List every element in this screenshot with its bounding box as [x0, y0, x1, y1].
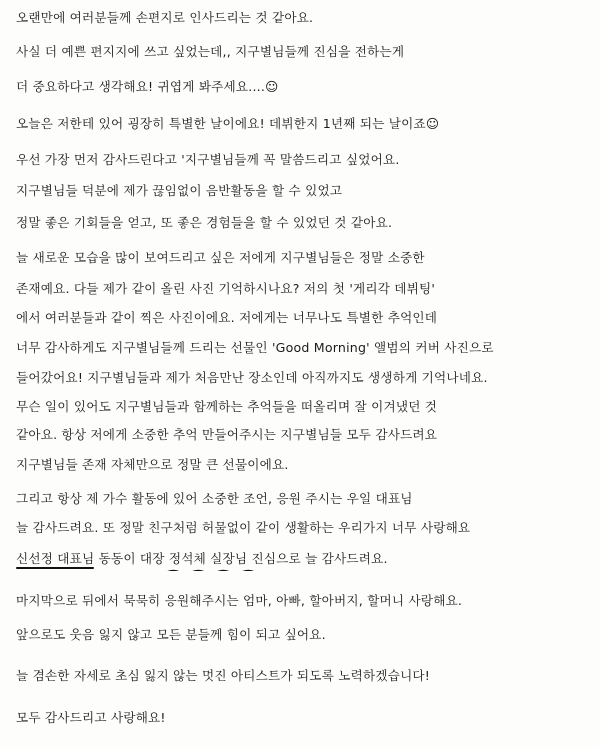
letter-line-13: 무슨 일이 있어도 지구별님들과 함께하는 추억들을 떠올리며 잘 이겨냈던 것 [16, 399, 438, 414]
letter-line-17: 늘 감사드려요. 또 정말 친구처럼 허물없이 같이 생활하는 우리가지 너무 사랑해요 [16, 520, 471, 535]
underline-mark [16, 567, 94, 569]
letter-line-1: 오랜만에 여러분들께 손편지로 인사드리는 것 같아요. [16, 10, 314, 25]
letter-line-15: 지구별님들 존재 자체만으로 정말 큰 선물이에요. [16, 457, 289, 472]
letter-line-2: 사실 더 예쁜 편지지에 쓰고 싶었는데,, 지구별님들께 진심을 전하는게 [16, 44, 405, 59]
letter-line-3: 더 중요하다고 생각해요! 귀엽게 봐주세요....☺ [16, 79, 279, 94]
letter-line-6: 지구별님들 덕분에 제가 끊임없이 음반활동을 할 수 있었고 [16, 183, 343, 198]
underlined-name [16, 547, 94, 571]
letter-line-19: 마지막으로 뒤에서 묵묵히 응원해주시는 엄마, 아빠, 할아버지, 할머니 사랑해요. [16, 593, 463, 608]
letter-line-22: 모두 감사드리고 사랑해요! [16, 710, 166, 725]
letter-line-11: 너무 감사하게도 지구별님들께 드리는 선물인 'Good Morning' 앨범의 커버 사진으로 [16, 340, 494, 355]
wavy-underlined-name [169, 547, 247, 571]
letter-line-9: 존재예요. 다들 제가 같이 올린 사진 기억하시나요? 저의 첫 '게리각 데뷔팅' [16, 281, 436, 296]
underlined-name-text: 신선정 대표님 [16, 551, 95, 566]
letter-line-18 [16, 547, 592, 571]
letter-line-4: 오늘은 저한테 있어 굉장히 특별한 날이에요! 데뷔한지 1년째 되는 날이죠☺ [16, 116, 440, 131]
wavy-underlined-name-text: 정석체 실장님 [168, 551, 248, 566]
wavy-underline-mark [167, 569, 267, 571]
letter-line-14: 같아요. 항상 저에게 소중한 추억 만들어주시는 지구별님들 모두 감사드려요 [16, 427, 438, 442]
letter-line-12: 들어갔어요! 지구별님들과 제가 처음만난 장소인데 아직까지도 생생하게 기억나네요. [16, 370, 488, 385]
letter-line-20: 앞으로도 웃음 잃지 않고 모든 분들께 힘이 되고 싶어요. [16, 627, 326, 642]
letter-line-7: 정말 좋은 기회들을 얻고, 또 좋은 경험들을 할 수 있었던 것 같아요. [16, 215, 393, 230]
letter-line-10: 에서 여러분들과 같이 찍은 사진이에요. 저에게는 너무나도 특별한 추억인데 [16, 310, 438, 325]
letter-line-18-after: 진심으로 늘 감사드려요. [247, 551, 388, 566]
letter-line-5: 우선 가장 먼저 감사드린다고 '지구별님들께 꼭 말씀드리고 싶었어요. [16, 152, 400, 167]
letter-line-16: 그리고 항상 제 가수 활동에 있어 소중한 조언, 응원 주시는 우일 대표님 [16, 491, 413, 506]
letter-line-18-middle: 동동이 대장 [94, 551, 169, 566]
letter-line-21: 늘 겸손한 자세로 초심 잃지 않는 멋진 아티스트가 되도록 노력하겠습니다! [16, 668, 431, 683]
letter-line-8: 늘 새로운 모습을 많이 보여드리고 싶은 저에게 지구별님들은 정말 소중한 [16, 250, 425, 265]
